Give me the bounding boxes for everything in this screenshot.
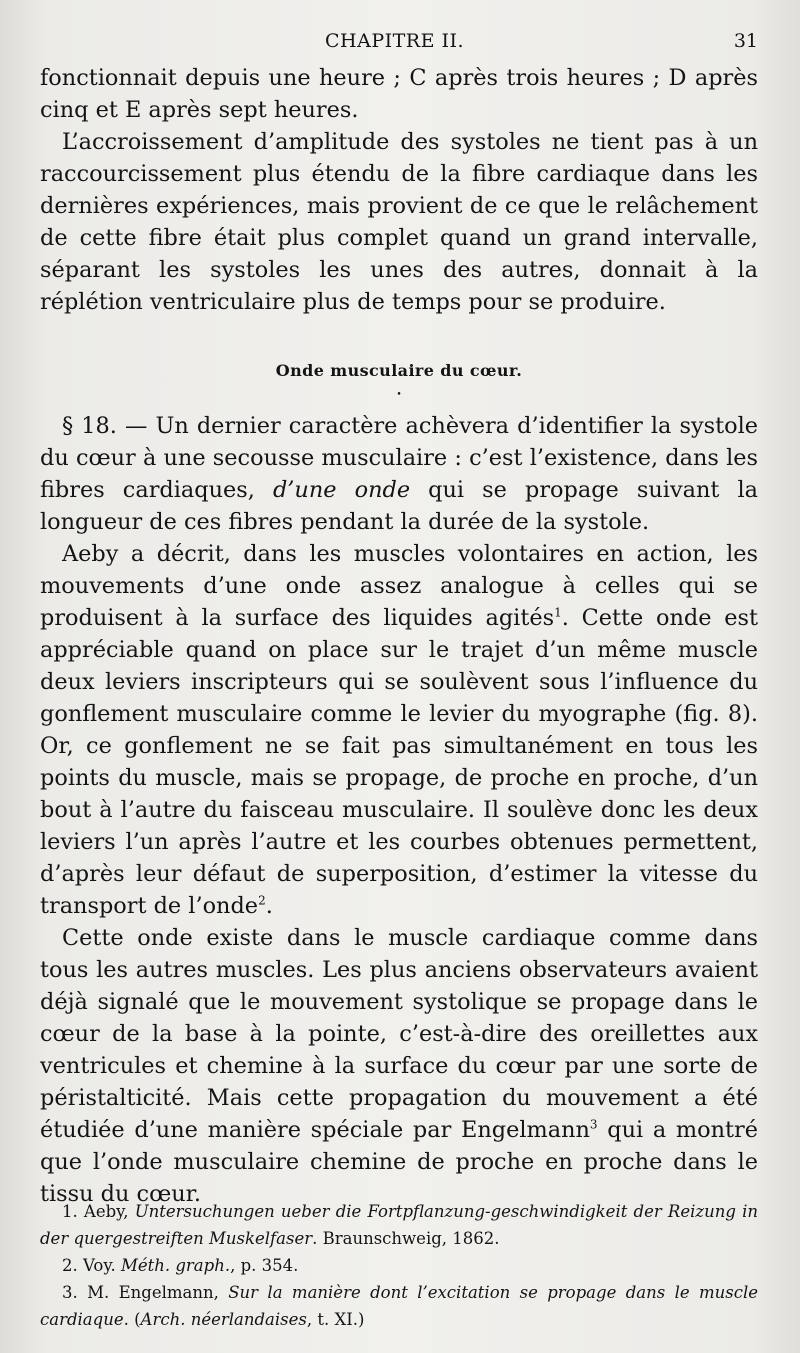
aeby-text-b: . Cette onde est appréciable quand on place sur le trajet d’un même muscle deux leviers inscripteurs qui se soulèvent sous l’influence du gonflement musculaire comme le levier du myographe (fig. 8). Or, ce gonflement ne se fait pas simultanément en tous les points du muscle, mais se propage, de proche en proche, d’un bout à l’autre du faisceau musculaire. Il soulève donc les deux leviers l’un après l’autre et les courbes obtenues permettent, d’après leur défaut de superposition, d’estimer la vitesse du transport de l’onde [40,605,758,919]
paragraph-section-18 [40,410,758,538]
fn3-journal: Arch. néerlandaises [140,1310,307,1329]
fn3-title: Sur la manière dont l’excitation se propage dans le muscle cardiaque [40,1283,759,1329]
footnote-3 [40,1279,758,1333]
fn2-num: 2. Voy. [62,1256,121,1275]
page-header [40,30,758,60]
paragraph-continuation: fonctionnait depuis une heure ; C après trois heures ; D après cinq et E après sept heures. [40,65,758,123]
fn1-title: Untersuchungen ueber die Fortpflanzung-geschwindigkeit der Reizung in der quergestreiften Muskelfaser [40,1202,758,1248]
footnote-ref-2: 2 [258,893,266,908]
fn2-title: Méth. graph. [120,1256,231,1275]
section-ornament: • [396,390,402,400]
fn3-rest: , t. XI.) [306,1310,365,1329]
footnote-2 [40,1252,758,1279]
fn1-rest: . Braunschweig, 1862. [312,1229,500,1248]
aeby-text-c: . [265,893,273,919]
onde-text-b: qui a montré que l’onde musculaire chemine de proche en proche dans le tissu du cœur. [40,1117,759,1207]
fn3-num: 3. M. Engelmann, [62,1283,229,1302]
onde-text-a: Cette onde existe dans le muscle cardiaque comme dans tous les autres muscles. Les plus anciens observateurs avaient déjà signalé que le mouvement systolique se propage dans le cœur de la base à la pointe, c’est-à-dire des oreillettes aux ventricules et chemine à la surface du cœur par une sorte de péristalticité. Mais cette propagation du mouvement a été étudiée d’une manière spéciale par Engelmann [40,925,758,1143]
page-body [40,62,758,1210]
aeby-text-a: Aeby a décrit, dans les muscles volontaires en action, les mouvements d’une onde assez analogue à celles qui se produisent à la surface des liquides agités [40,541,758,631]
page-number: 31 [733,30,758,52]
section-heading: Onde musculaire du cœur. [275,361,523,380]
footnote-1 [40,1198,758,1252]
fn3-mid: . ( [123,1310,141,1329]
para18-tail: qui se propage suivant la longueur de ces fibres pendant la durée de la systole. [40,477,758,535]
fn1-num: 1. Aeby, [62,1202,135,1221]
paragraph-amplitude: L’accroissement d’amplitude des systoles ne tient pas à un raccourcissement plus étendu de la fibre cardiaque dans les dernières expériences, mais provient de ce que le relâchement de cette fibre était plus complet quand un grand intervalle, séparant les systoles les unes des autres, donnait à la réplétion ventriculaire plus de temps pour se produire. [40,129,758,315]
footnote-ref-1: 1 [554,605,562,620]
para18-lead: § 18. — Un dernier caractère achèvera d’identifier la systole du cœur à une secousse musculaire : c’est l’existence, dans les fibres cardiaques, [40,413,758,503]
para18-emphasis: d’une onde [272,477,411,503]
fn2-rest: , p. 354. [230,1256,299,1275]
paragraph-cardiac-wave [40,922,758,1210]
paragraph-aeby [40,538,758,922]
footnotes [40,1198,758,1333]
running-head: CHAPITRE II. [325,30,465,52]
footnote-ref-3: 3 [589,1117,598,1132]
